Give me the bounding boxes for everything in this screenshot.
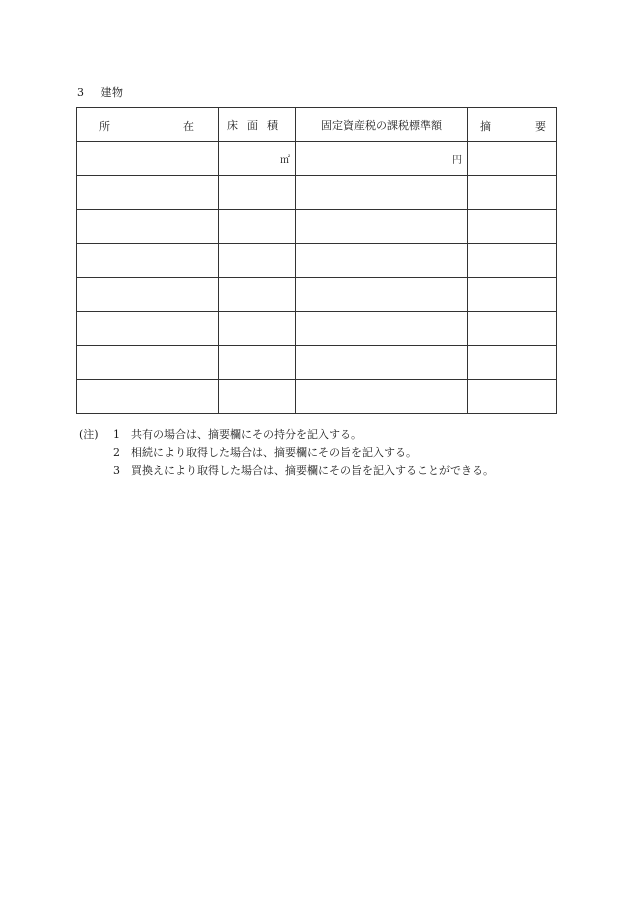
assessed-value-cell [296, 210, 468, 244]
location-cell [77, 176, 219, 210]
note-item [79, 444, 494, 462]
building-table [76, 107, 557, 414]
notes [79, 426, 494, 480]
assessed-value-cell [296, 142, 468, 176]
table-row [77, 210, 557, 244]
remarks-cell [468, 346, 557, 380]
location-cell [77, 142, 219, 176]
section-number: 3 [77, 86, 85, 99]
assessed-value-cell [296, 278, 468, 312]
note-item [79, 462, 494, 480]
location-cell [77, 312, 219, 346]
section-title [77, 84, 124, 100]
floor-area-cell [219, 244, 296, 278]
note-label: (注) [79, 428, 99, 441]
location-cell [77, 210, 219, 244]
floor-area-cell [219, 380, 296, 414]
remarks-cell [468, 312, 557, 346]
remarks-cell [468, 142, 557, 176]
area-unit: ㎡ [280, 155, 290, 166]
table-row [77, 312, 557, 346]
table-row [77, 244, 557, 278]
header-remarks: 摘 要 [468, 108, 557, 142]
floor-area-cell [219, 278, 296, 312]
location-cell [77, 346, 219, 380]
note-number: 1 [113, 428, 120, 441]
note-number: 3 [113, 464, 120, 477]
header-floor-area: 床面積 [219, 108, 296, 142]
assessed-value-cell [296, 380, 468, 414]
table-row [77, 278, 557, 312]
yen-unit: 円 [452, 155, 462, 166]
remarks-cell [468, 210, 557, 244]
floor-area-cell [219, 210, 296, 244]
floor-area-cell [219, 312, 296, 346]
note-text: 共有の場合は、摘要欄にその持分を記入する。 [131, 428, 362, 441]
table-row [77, 142, 557, 176]
section-heading: 建物 [100, 86, 124, 99]
location-cell [77, 244, 219, 278]
table-row [77, 346, 557, 380]
assessed-value-cell [296, 244, 468, 278]
table-row [77, 176, 557, 210]
assessed-value-cell [296, 346, 468, 380]
note-number: 2 [113, 446, 120, 459]
note-text: 買換えにより取得した場合は、摘要欄にその旨を記入することができる。 [131, 464, 494, 477]
remarks-cell [468, 244, 557, 278]
floor-area-cell [219, 142, 296, 176]
location-cell [77, 278, 219, 312]
floor-area-cell [219, 176, 296, 210]
header-assessed-value: 固定資産税の課税標準額 [296, 108, 468, 142]
header-location: 所 在 [77, 108, 219, 142]
table-header-row [77, 108, 557, 142]
assessed-value-cell [296, 176, 468, 210]
note-item [79, 426, 494, 444]
note-text: 相続により取得した場合は、摘要欄にその旨を記入する。 [131, 446, 417, 459]
location-cell [77, 380, 219, 414]
floor-area-cell [219, 346, 296, 380]
remarks-cell [468, 380, 557, 414]
assessed-value-cell [296, 312, 468, 346]
table-row [77, 380, 557, 414]
remarks-cell [468, 278, 557, 312]
remarks-cell [468, 176, 557, 210]
